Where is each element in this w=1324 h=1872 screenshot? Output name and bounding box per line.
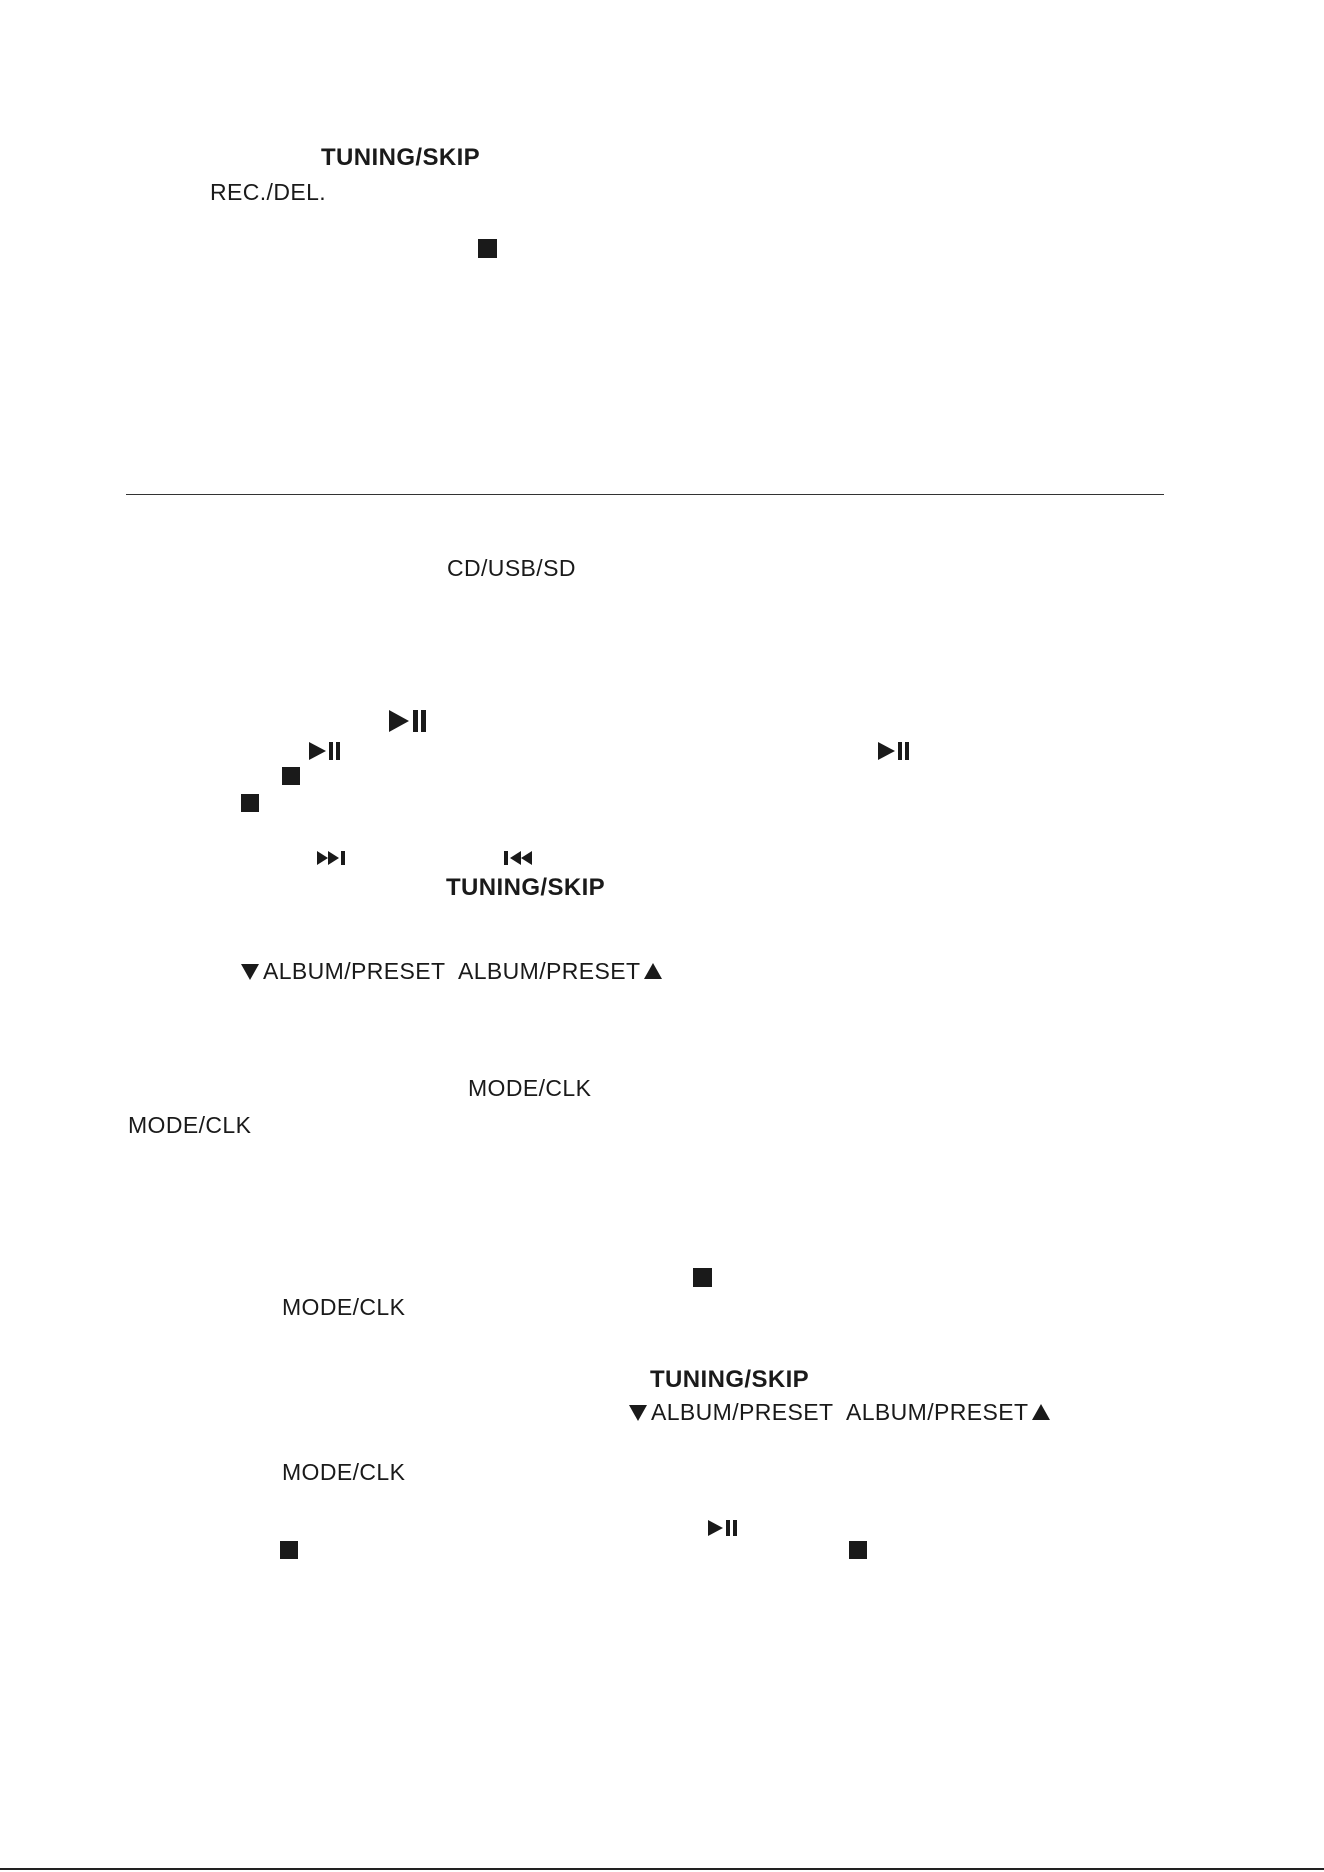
stop-icon xyxy=(280,1541,298,1559)
stop-icon xyxy=(478,239,497,258)
play-pause-icon xyxy=(309,741,341,761)
tuning-skip-label: TUNING/SKIP xyxy=(321,144,481,171)
page-bottom-edge xyxy=(0,1868,1324,1870)
mode-clk-label: MODE/CLK xyxy=(468,1075,592,1101)
stop-icon xyxy=(693,1268,712,1287)
triangle-down-icon xyxy=(629,1405,647,1421)
stop-icon xyxy=(849,1541,867,1559)
play-pause-icon xyxy=(878,741,910,761)
skip-previous-icon xyxy=(503,850,533,866)
album-preset-down-label: ALBUM/PRESET xyxy=(263,958,446,984)
album-preset-down-label: ALBUM/PRESET xyxy=(651,1399,834,1425)
triangle-up-icon xyxy=(644,963,662,979)
stop-icon xyxy=(241,794,259,812)
tuning-skip-label: TUNING/SKIP xyxy=(446,874,606,901)
triangle-up-icon xyxy=(1032,1404,1050,1420)
cd-usb-sd-label: CD/USB/SD xyxy=(447,555,576,581)
stop-icon xyxy=(282,767,300,785)
skip-next-icon xyxy=(317,850,347,866)
play-pause-icon xyxy=(389,709,427,733)
rec-del-label: REC./DEL. xyxy=(210,179,327,205)
tuning-skip-label: TUNING/SKIP xyxy=(650,1366,810,1393)
mode-clk-label: MODE/CLK xyxy=(128,1112,252,1138)
album-preset-up-label: ALBUM/PRESET xyxy=(458,958,641,984)
mode-clk-label: MODE/CLK xyxy=(282,1459,406,1485)
album-preset-up-label: ALBUM/PRESET xyxy=(846,1399,1029,1425)
triangle-down-icon xyxy=(241,964,259,980)
section-divider xyxy=(126,494,1164,495)
play-pause-icon xyxy=(708,1519,738,1537)
mode-clk-label: MODE/CLK xyxy=(282,1294,406,1320)
